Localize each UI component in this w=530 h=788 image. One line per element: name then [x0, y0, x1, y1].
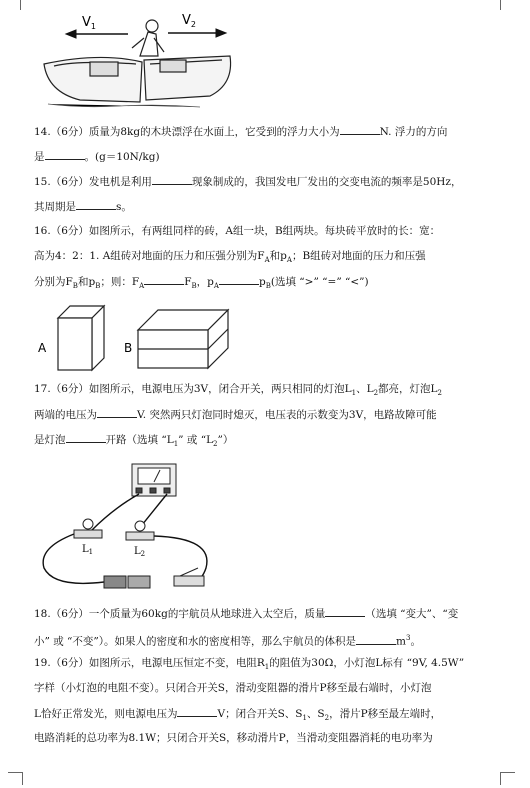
q18-line1: 18.（6分）一个质量为60kg的宇航员从地球进入太空后，质量 （选填 “变大”、“变 — [34, 608, 459, 620]
q17-blank-1[interactable] — [97, 407, 137, 418]
lamp-l1 — [74, 519, 102, 538]
wires — [43, 494, 207, 583]
q18-line2: 小” 或 “不变”）。如果人的密度和水的密度相等，那么宇航员的体积是 $m^3$。 — [34, 634, 421, 648]
q19-line2: 字样（小灯泡的电阻不变）。只闭合开关S，滑动变阻器的滑片P移至最右端时，小灯泡 — [34, 682, 432, 694]
q18-blank-2[interactable] — [356, 634, 396, 645]
circuit-figure — [34, 458, 234, 598]
velocity-v1-label: $V_1$ — [82, 15, 96, 31]
q14-blank-1[interactable] — [340, 124, 380, 135]
boat-left — [44, 57, 142, 102]
corner-mark-top-right — [500, 0, 513, 10]
q19-line4: 电路消耗的总功率为8.1W；只闭合开关S，移动滑片P，当滑动变阻器消耗的电功率为 — [34, 732, 433, 744]
person — [132, 20, 164, 56]
corner-mark-top-left — [8, 0, 21, 10]
switch — [174, 568, 204, 586]
corner-mark-bottom-right — [500, 772, 515, 785]
q19-line1: 19.（6分）如图所示，电源电压恒定不变，电阻$R_1$的阻值为30Ω，小灯泡L标有 “9V, 4.5W” — [34, 657, 465, 672]
q15-line1: 15.（6分）发电机是利用 现象制成的，我国发电厂发出的交变电流的频率是50Hz， — [34, 176, 462, 188]
brick-b — [138, 310, 228, 368]
q15-blank-1[interactable] — [152, 174, 192, 185]
lamp-l2 — [126, 521, 154, 540]
q15-line2: 其周期是 s。 — [34, 201, 132, 213]
q18-blank-1[interactable] — [325, 606, 365, 617]
velocity-v2-label: $V_2$ — [182, 13, 196, 29]
q19-blank-1[interactable] — [177, 706, 217, 717]
brick-a — [58, 306, 104, 370]
brick-a-label: A — [38, 341, 47, 355]
battery — [104, 576, 150, 588]
q16-line2: 高为4：2：1. A组砖对地面的压力和压强分别为$F_A$和$p_A$；B组砖对地面的压力和压强 — [34, 250, 426, 265]
q17-line3: 是灯泡 开路（选填 “$L_1$” 或 “$L_2$”） — [34, 434, 234, 449]
arrow-right — [168, 29, 226, 37]
q19-line3: L恰好正常发光，则电源电压为 V；闭合开关S、$S_1$、$S_2$，滑片P移至最左端时， — [34, 708, 442, 723]
q16-line1: 16.（6分）如图所示，有两组同样的砖，A组一块，B组两块。每块砖平放时的长：宽： — [34, 225, 441, 237]
lamp-l1-label: $L_1$ — [82, 544, 94, 556]
water-lines — [48, 104, 200, 107]
q14-blank-2[interactable] — [45, 149, 85, 160]
boat-figure — [40, 4, 240, 114]
q16-blank-2[interactable] — [219, 274, 259, 285]
q14-line2: 是 。(g＝10N/kg) — [34, 151, 160, 163]
q16-blank-1[interactable] — [144, 274, 184, 285]
voltmeter — [132, 464, 176, 496]
brick-b-label: B — [124, 341, 133, 355]
lamp-l2-label: $L_2$ — [134, 546, 146, 558]
arrow-left — [66, 30, 128, 38]
q15-blank-2[interactable] — [76, 199, 116, 210]
bricks-figure — [34, 300, 234, 372]
q14-line1: 14.（6分）质量为8kg的木块漂浮在水面上，它受到的浮力大小为 N. 浮力的方向 — [34, 126, 448, 138]
q17-line1: 17.（6分）如图所示，电源电压为3V，闭合开关，两只相同的灯泡$L_1$、$L_2$都亮，灯泡$L_2$ — [34, 383, 442, 398]
corner-mark-bottom-left — [8, 772, 23, 785]
q17-line2: 两端的电压为 V. 突然两只灯泡同时熄灭，电压表的示数变为3V，电路故障可能 — [34, 409, 437, 421]
q16-line3: 分别为$F_B$和$p_B$；则：$F_A$ $F_B$，$p_A$ $p_B$(选填 “>” “=” “<”) — [34, 276, 369, 291]
boat-right — [144, 56, 231, 100]
q17-blank-2[interactable] — [66, 432, 106, 443]
